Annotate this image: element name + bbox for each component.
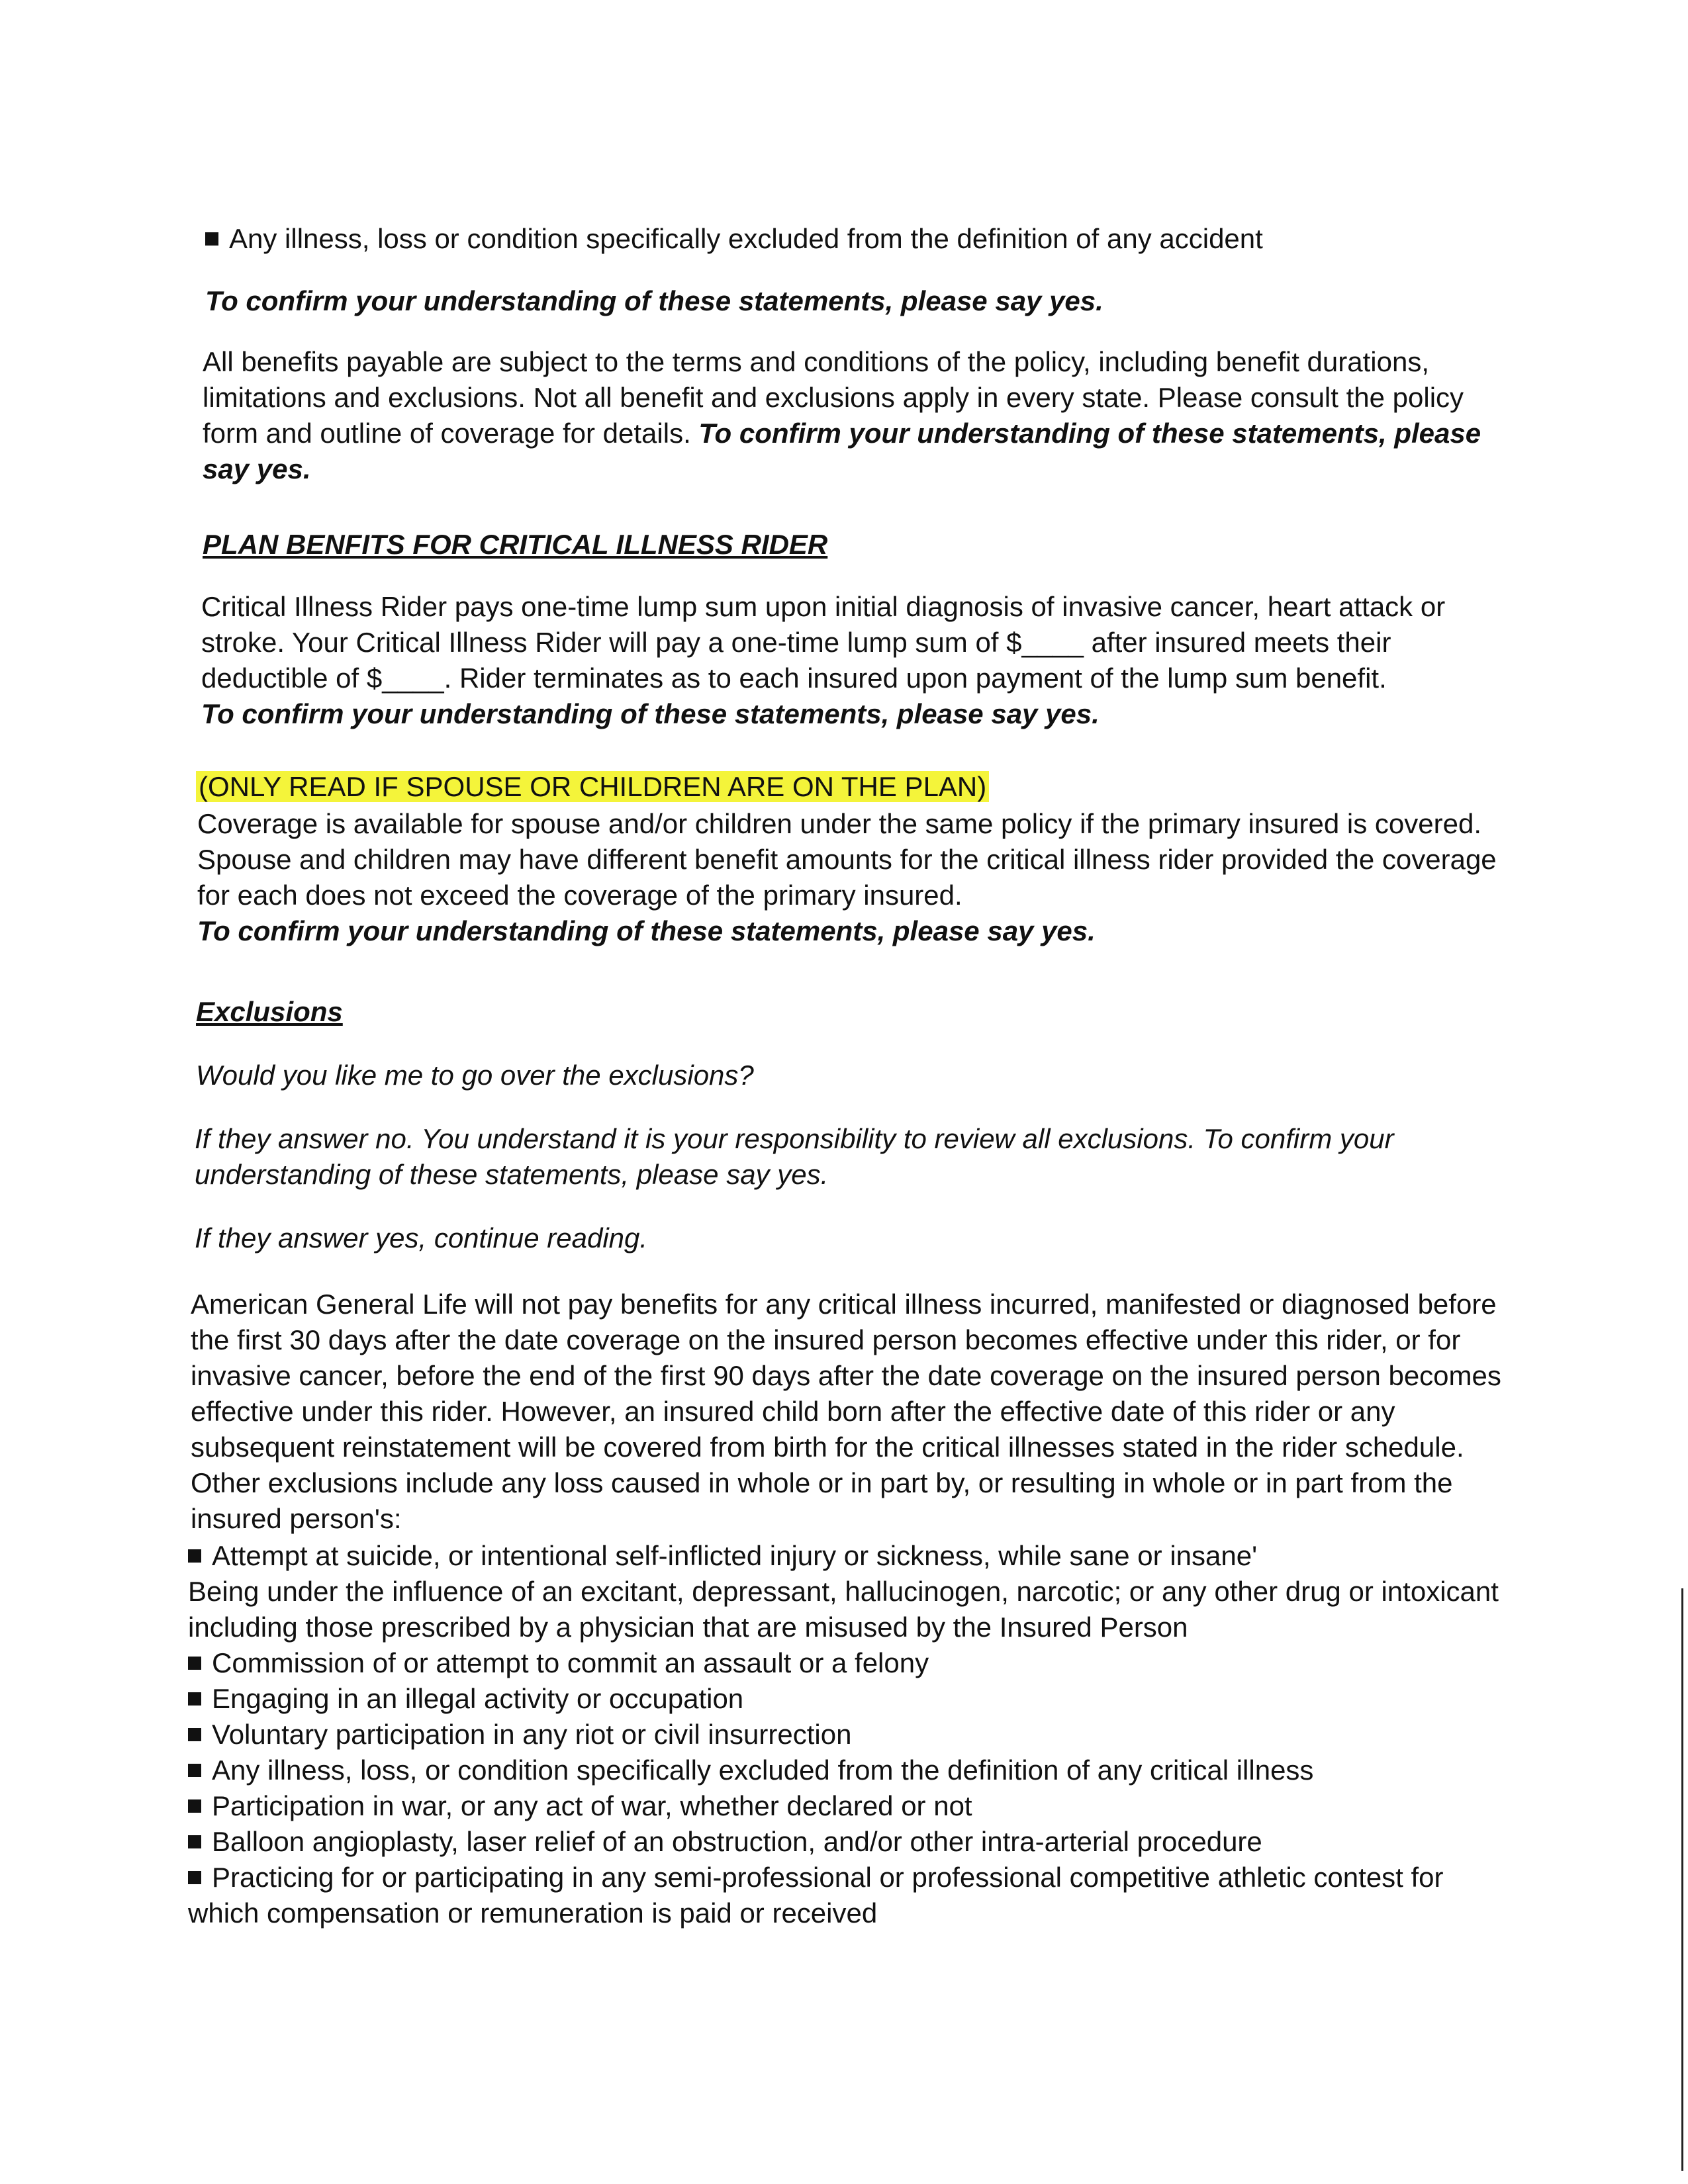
benefits-paragraph: [203, 344, 1526, 487]
spouse-note-highlight: (ONLY READ IF SPOUSE OR CHILDREN ARE ON THE PLAN): [196, 771, 989, 802]
list-item: Voluntary participation in any riot or civil insurrection: [188, 1717, 1512, 1752]
confirm-statement-1: To confirm your understanding of these statements, please say yes.: [205, 285, 1103, 316]
if-no-instruction: If they answer no. You understand it is your responsibility to review all exclusions. To confirm your understanding of these statements, please say yes.: [195, 1123, 1394, 1190]
bullet-square-icon: [188, 1799, 201, 1813]
bullet-square-icon: [188, 1835, 201, 1848]
list-item: Any illness, loss, or condition specifically excluded from the definition of any critical illness: [188, 1752, 1512, 1788]
spouse-note-line: [196, 769, 1520, 805]
benefits-text: All benefits payable are subject to the terms and conditions of the policy, including benefit durations, limitations and exclusions. Not all benefit and exclusions apply in every state. Please consult the policy form and outline of coverage for details.: [203, 346, 1464, 449]
spouse-paragraph: [197, 806, 1521, 949]
exclusions-paragraph: American General Life will not pay benefits for any critical illness incurred, manifested or diagnosed before the first 30 days after the date coverage on the insured person becomes effective under this rider, or for invasive cancer, before the end of the first 90 days after the date coverage on the insured person becomes effective under this rider. However, an insured child born after the effective date of this rider or any subsequent reinstatement will be covered from birth for the critical illnesses stated in the rider schedule. Other exclusions include any loss caused in whole or in part by, or resulting in whole or in part from the insured person's:: [191, 1289, 1501, 1534]
bullet-square-icon: [188, 1657, 201, 1670]
spouse-text: Coverage is available for spouse and/or children under the same policy if the primary insured is covered. Spouse and children may have different benefit amounts for the critical illness rider provided the coverage for each does not exceed the coverage of the primary insured.: [197, 808, 1497, 911]
intro-bullet-text: Any illness, loss or condition specifically excluded from the definition of any accident: [229, 223, 1263, 254]
bullet-square-icon: [188, 1764, 201, 1777]
list-item: Practicing for or participating in any semi-professional or professional competitive athletic contest for which compensation or remuneration is paid or received: [188, 1862, 1444, 1929]
benefits-confirm: To confirm your understanding of these statements, please say yes.: [203, 418, 1481, 484]
bullet-square-icon: [188, 1728, 201, 1741]
list-item: Attempt at suicide, or intentional self-inflicted injury or sickness, while sane or insane': [188, 1538, 1512, 1574]
list-item: Balloon angioplasty, laser relief of an obstruction, and/or other intra-arterial procedure: [188, 1824, 1512, 1860]
bullet-square-icon: [188, 1692, 201, 1706]
intro-bullet: [205, 221, 1529, 257]
list-item: Engaging in an illegal activity or occupation: [188, 1681, 1512, 1717]
bullet-square-icon: [205, 232, 218, 246]
plan-benefits-heading: PLAN BENFITS FOR CRITICAL ILLNESS RIDER: [203, 529, 828, 560]
spouse-confirm: To confirm your understanding of these statements, please say yes.: [197, 915, 1096, 946]
rider-paragraph: [201, 589, 1525, 732]
rider-text: Critical Illness Rider pays one-time lump sum upon initial diagnosis of invasive cancer, heart attack or stroke. Your Critical Illness Rider will pay a one-time lump sum of $____ after insured meets their deductible of $____. Rider terminates as to each insured upon payment of the lump sum benefit.: [201, 591, 1446, 694]
influence-item: Being under the influence of an excitant, depressant, hallucinogen, narcotic; or any other drug or intoxicant including those prescribed by a physician that are misused by the Insured Person: [188, 1576, 1499, 1643]
if-yes-instruction: If they answer yes, continue reading.: [195, 1222, 648, 1253]
exclusions-list: [188, 1538, 1512, 1931]
bullet-square-icon: [188, 1549, 201, 1563]
list-item: Commission of or attempt to commit an assault or a felony: [188, 1645, 1512, 1681]
rider-confirm: To confirm your understanding of these statements, please say yes.: [201, 698, 1100, 729]
list-item: Participation in war, or any act of war, whether declared or not: [188, 1788, 1512, 1824]
exclusions-question: Would you like me to go over the exclusions?: [196, 1060, 754, 1091]
scan-edge-line: [1681, 1588, 1683, 2171]
bullet-square-icon: [188, 1871, 201, 1884]
exclusions-heading: Exclusions: [196, 996, 343, 1027]
